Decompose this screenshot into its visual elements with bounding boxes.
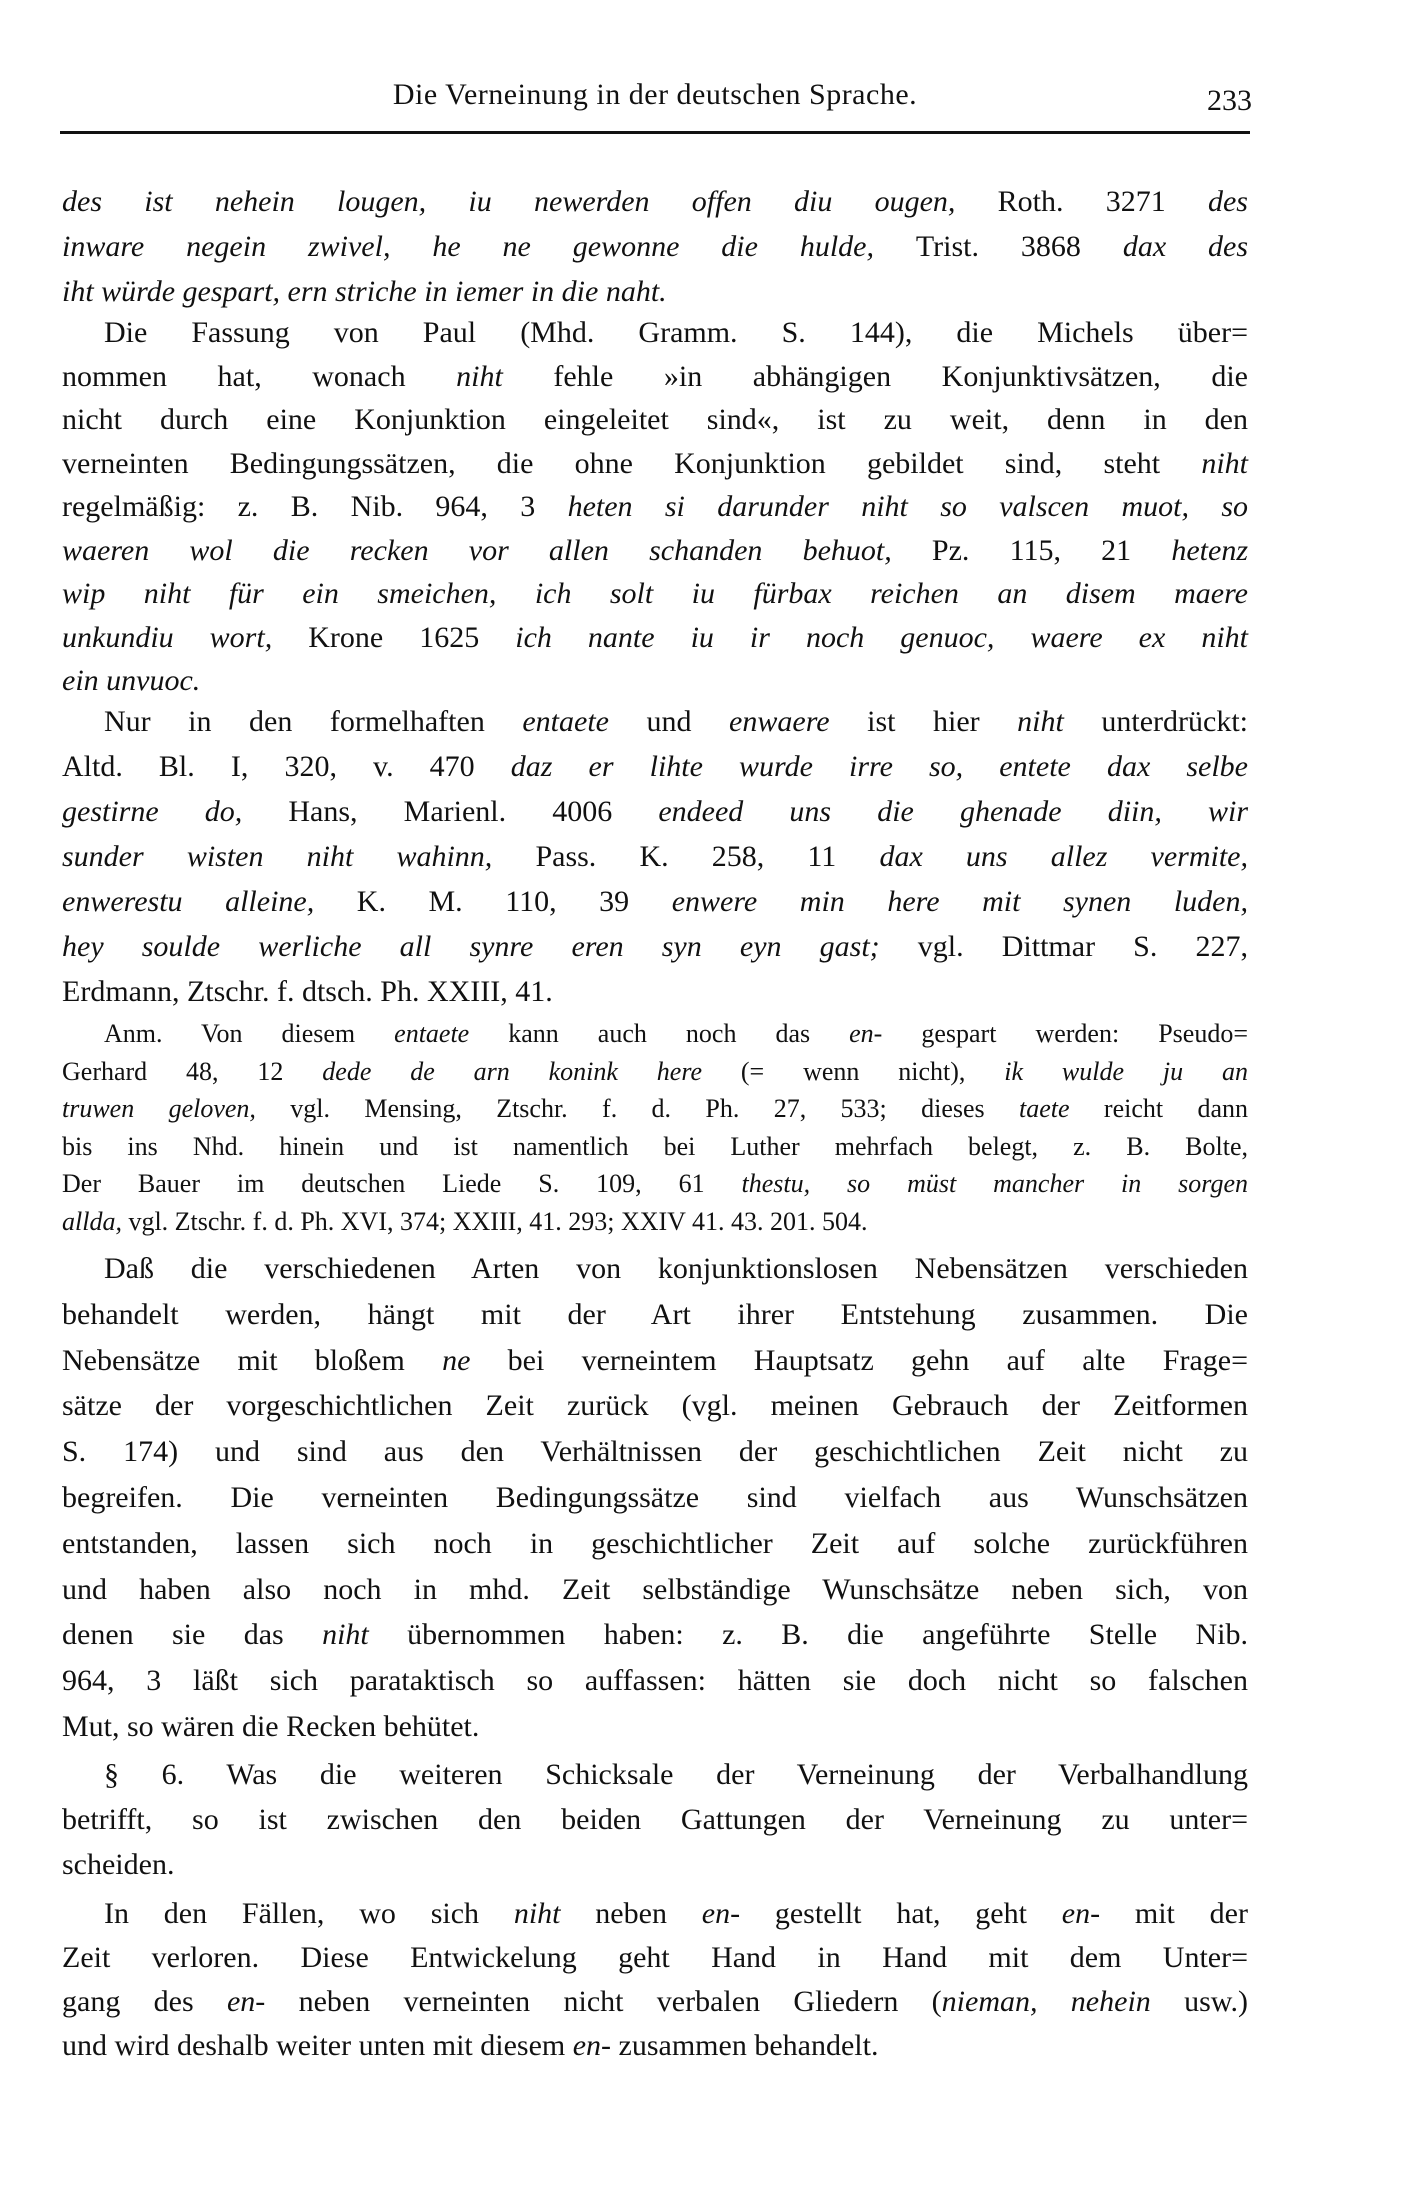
- text-line: [62, 1892, 1248, 1936]
- text-run: Gerhard 48, 12: [62, 1056, 323, 1086]
- text-run: bei verneintem Hauptsatz gehn auf alte Frage=: [470, 1343, 1248, 1377]
- text-line: [62, 355, 1248, 399]
- annotation-paragraph: [62, 1015, 1248, 1240]
- text-line: [62, 834, 1248, 879]
- paragraph: [62, 311, 1248, 703]
- italic-quote: niht: [322, 1618, 369, 1652]
- text-line: [62, 1165, 1248, 1203]
- italic-quote: dax des: [1122, 230, 1249, 263]
- italic-quote: allda,: [62, 1206, 122, 1236]
- running-header: [62, 78, 1252, 128]
- text-run: vgl. Mensing, Ztschr. f. d. Ph. 27, 533; dieses: [255, 1094, 1020, 1123]
- italic-quote: enwere min here mit synen luden,: [671, 885, 1248, 918]
- text-run: Nur in den formelhaften: [104, 705, 523, 738]
- italic-quote: wip niht für ein smeichen, ich solt iu fürbax reichen an disem maere: [62, 577, 1248, 610]
- paragraph: [62, 699, 1248, 1014]
- paragraph: [62, 1246, 1248, 1750]
- paragraph: [62, 179, 1248, 314]
- text-run: Roth. 3271: [997, 185, 1208, 218]
- text-run: Krone 1625: [308, 620, 516, 654]
- text-run: vgl. Dittmar S. 227,: [917, 930, 1248, 963]
- text-run: K. M. 110, 39: [356, 885, 672, 918]
- text-run: Die Fassung von Paul (Mhd. Gramm. S. 144), die Michels über=: [104, 316, 1248, 349]
- italic-quote: thestu, so müst mancher in sorgen: [741, 1169, 1248, 1198]
- text-run: Hans, Marienl. 4006: [288, 795, 659, 828]
- text-run: und: [608, 705, 730, 738]
- italic-quote: iht würde gespart, ern striche in iemer in die naht.: [62, 275, 667, 308]
- text-run: Anm. Von diesem: [104, 1019, 395, 1048]
- italic-quote: niht: [1017, 705, 1064, 738]
- text-run: neben verneinten nicht verbalen Gliedern (: [265, 1985, 942, 2018]
- header-rule: [60, 131, 1250, 134]
- text-line: [62, 224, 1248, 269]
- text-run: gang des: [62, 1985, 227, 2018]
- text-run: entstanden, lassen sich noch in geschichtlicher Zeit auf solche zurückführen: [62, 1526, 1248, 1560]
- text-run: Pass. K. 258, 11: [535, 840, 880, 873]
- italic-quote: entaete: [394, 1019, 470, 1048]
- text-line: [62, 398, 1248, 442]
- text-line: [62, 1128, 1248, 1166]
- text-line: [62, 616, 1248, 660]
- italic-quote: ein unvuoc.: [62, 664, 201, 697]
- text-line: [62, 1936, 1248, 1980]
- text-line: [62, 529, 1248, 573]
- text-run: sätze der vorgeschichtlichen Zeit zurück (vgl. meinen Gebrauch der Zeitformen: [62, 1389, 1248, 1423]
- text-line: [62, 659, 1248, 703]
- text-run: denen sie das: [62, 1618, 323, 1652]
- text-line: [62, 969, 1248, 1014]
- italic-quote: entaete: [522, 705, 609, 738]
- text-line: [62, 1658, 1248, 1704]
- text-run: Mut, so wären die Recken behütet.: [62, 1709, 480, 1743]
- text-line: [62, 1475, 1248, 1521]
- text-line: [62, 1797, 1248, 1842]
- text-run: kann auch noch das: [469, 1019, 850, 1048]
- text-run: nommen hat, wonach: [62, 359, 457, 393]
- italic-quote: dede de arn konink here: [322, 1056, 703, 1086]
- text-line: [62, 1383, 1248, 1429]
- italic-quote: unkundiu wort,: [62, 620, 309, 654]
- italic-quote: dax uns allez vermite,: [879, 840, 1249, 873]
- text-run: scheiden.: [62, 1848, 175, 1881]
- text-run: Nebensätze mit bloßem: [62, 1343, 443, 1377]
- text-line: [62, 1053, 1248, 1091]
- text-line: [62, 179, 1248, 224]
- italic-quote: taete: [1019, 1094, 1070, 1123]
- text-run: zusammen behandelt.: [611, 2029, 879, 2062]
- italic-quote: en-: [701, 1897, 741, 1930]
- italic-quote: en-: [1061, 1897, 1101, 1930]
- text-run: unterdrückt:: [1063, 705, 1248, 738]
- text-line: [62, 1567, 1248, 1613]
- text-run: begreifen. Die verneinten Bedingungssätze sind vielfach aus Wunschsätzen: [62, 1480, 1248, 1514]
- text-run: behandelt werden, hängt mit der Art ihrer Entstehung zusammen. Die: [62, 1297, 1248, 1331]
- italic-quote: en-: [849, 1019, 883, 1048]
- text-line: [62, 879, 1248, 924]
- text-run: mit der: [1100, 1897, 1248, 1930]
- text-run: Trist. 3868: [915, 230, 1123, 263]
- italic-quote: hey soulde werliche all synre eren syn eyn gast;: [62, 930, 918, 963]
- text-run: fehle »in abhängigen Konjunktivsätzen, die: [502, 359, 1248, 393]
- text-line: [62, 789, 1248, 834]
- text-line: [62, 1612, 1248, 1658]
- italic-quote: niht: [1201, 446, 1248, 480]
- italic-quote: ich nante iu ir noch genuoc, waere ex niht: [515, 620, 1248, 654]
- text-line: [62, 269, 1248, 314]
- text-line: [62, 485, 1248, 529]
- text-run: ist hier: [829, 705, 1018, 738]
- text-line: [62, 1980, 1248, 2024]
- italic-quote: endeed uns die ghenade diin, wir: [658, 795, 1249, 828]
- text-run: und wird deshalb weiter unten mit diesem: [62, 2029, 573, 2062]
- text-run: § 6. Was die weiteren Schicksale der Verneinung der Verbalhandlung: [104, 1758, 1248, 1791]
- text-run: vgl. Ztschr. f. d. Ph. XVI, 374; XXIII, 41. 293; XXIV 41. 43. 201. 504.: [121, 1206, 868, 1236]
- text-run: Altd. Bl. I, 320, v. 470: [62, 750, 511, 783]
- text-line: [62, 1090, 1248, 1128]
- italic-quote: des: [1207, 185, 1248, 218]
- text-line: [62, 699, 1248, 744]
- italic-quote: en-: [226, 1985, 266, 2018]
- text-line: [62, 1704, 1248, 1750]
- italic-quote: waeren wol die recken vor allen schanden behuot,: [62, 533, 932, 567]
- italic-quote: niht: [513, 1897, 561, 1930]
- italic-quote: heten si darunder niht so valscen muot, so: [567, 490, 1248, 523]
- text-line: [62, 1842, 1248, 1887]
- text-run: neben: [560, 1897, 702, 1930]
- paragraph: [62, 1892, 1248, 2068]
- text-line: [62, 311, 1248, 355]
- italic-quote: ne: [442, 1343, 471, 1377]
- running-title: Die Verneinung in der deutschen Sprache.: [392, 78, 918, 111]
- text-line: [62, 1292, 1248, 1338]
- text-line: [62, 1752, 1248, 1797]
- text-run: nicht durch eine Konjunktion eingeleitet sind«, ist zu weit, denn in den: [62, 403, 1248, 436]
- italic-quote: truwen geloven,: [62, 1094, 256, 1123]
- text-line: [62, 1521, 1248, 1567]
- text-line: [62, 744, 1248, 789]
- italic-quote: niht: [456, 359, 503, 393]
- text-run: gestellt hat, geht: [740, 1897, 1062, 1930]
- text-line: [62, 1338, 1248, 1384]
- text-line: [62, 1246, 1248, 1292]
- text-run: Daß die verschiedenen Arten von konjunktionslosen Nebensätzen verschieden: [104, 1252, 1248, 1285]
- text-run: usw.): [1150, 1985, 1248, 2018]
- italic-quote: sunder wisten niht wahinn,: [62, 840, 536, 873]
- text-run: Pz. 115, 21: [931, 533, 1172, 567]
- text-run: verneinten Bedingungssätzen, die ohne Konjunktion gebildet sind, steht: [62, 446, 1202, 480]
- text-line: [62, 1203, 1248, 1241]
- italic-quote: enwerestu alleine,: [62, 885, 357, 918]
- italic-quote: inware negein zwivel, he ne gewonne die hulde,: [62, 230, 916, 263]
- italic-quote: en-: [572, 2029, 612, 2062]
- text-run: In den Fällen, wo sich: [104, 1897, 514, 1930]
- italic-quote: ik wulde ju an: [1004, 1056, 1248, 1086]
- text-run: 964, 3 läßt sich parataktisch so auffassen: hätten sie doch nicht so falschen: [62, 1664, 1248, 1698]
- text-run: Der Bauer im deutschen Liede S. 109, 61: [62, 1169, 742, 1198]
- text-run: S. 174) und sind aus den Verhältnissen der geschichtlichen Zeit nicht zu: [62, 1435, 1248, 1469]
- text-run: regelmäßig: z. B. Nib. 964, 3: [62, 490, 568, 523]
- text-run: Erdmann, Ztschr. f. dtsch. Ph. XXIII, 41.: [62, 975, 553, 1008]
- italic-quote: nieman, nehein: [941, 1985, 1151, 2018]
- text-line: [62, 1429, 1248, 1475]
- italic-quote: des ist nehein lougen, iu newerden offen diu ougen,: [62, 185, 998, 218]
- italic-quote: hetenz: [1171, 533, 1248, 567]
- text-line: [62, 442, 1248, 486]
- text-run: und haben also noch in mhd. Zeit selbständige Wunschsätze neben sich, von: [62, 1572, 1248, 1606]
- text-run: betrifft, so ist zwischen den beiden Gattungen der Verneinung zu unter=: [62, 1803, 1248, 1836]
- italic-quote: daz er lihte wurde irre so, entete dax selbe: [510, 750, 1248, 783]
- text-line: [62, 1015, 1248, 1053]
- italic-quote: gestirne do,: [62, 795, 289, 828]
- text-run: (= wenn nicht),: [702, 1056, 1005, 1086]
- text-run: übernommen haben: z. B. die angeführte Stelle Nib.: [368, 1618, 1248, 1652]
- text-line: [62, 924, 1248, 969]
- text-run: reicht dann: [1069, 1094, 1248, 1123]
- text-run: bis ins Nhd. hinein und ist namentlich bei Luther mehrfach belegt, z. B. Bolte,: [62, 1131, 1248, 1161]
- text-run: gespart werden: Pseudo=: [882, 1019, 1248, 1048]
- paragraph: [62, 1752, 1248, 1887]
- page-number: 233: [1207, 84, 1252, 117]
- text-line: [62, 572, 1248, 616]
- text-run: Zeit verloren. Diese Entwickelung geht Hand in Hand mit dem Unter=: [62, 1941, 1248, 1974]
- text-line: [62, 2024, 1248, 2068]
- italic-quote: enwaere: [729, 705, 830, 738]
